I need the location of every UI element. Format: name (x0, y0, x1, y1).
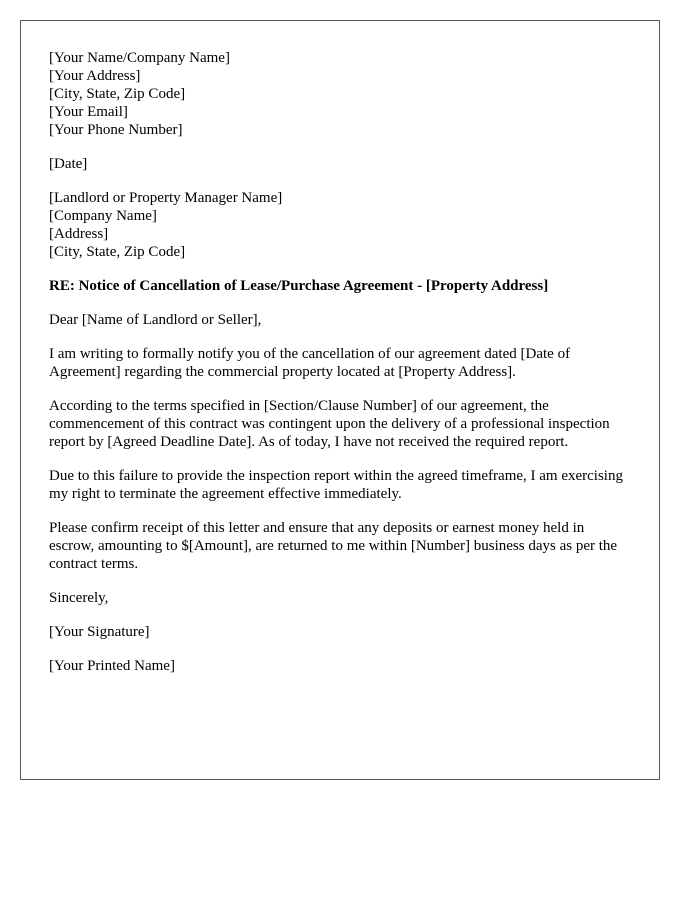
recipient-name: [Landlord or Property Manager Name] (49, 190, 283, 206)
sender-phone: [Your Phone Number] (49, 122, 183, 138)
body-paragraph: I am writing to formally notify you of the cancellation of our agreement dated [Date of Agreement] regarding the commercial property located at [Property Address]. (49, 346, 571, 380)
letter-date: [Date] (49, 156, 88, 172)
recipient-address: [Address] (49, 226, 109, 242)
sender-name: [Your Name/Company Name] (49, 50, 230, 66)
recipient-company: [Company Name] (49, 208, 157, 224)
subject-line: RE: Notice of Cancellation of Lease/Purchase Agreement - [Property Address] (49, 278, 549, 294)
sender-city-state-zip: [City, State, Zip Code] (49, 86, 186, 102)
closing: Sincerely, (49, 590, 109, 606)
sender-block (49, 49, 631, 139)
printed-name: [Your Printed Name] (49, 658, 175, 674)
sender-email: [Your Email] (49, 104, 128, 120)
body-paragraph: According to the terms specified in [Section/Clause Number] of our agreement, the commencement of this contract was contingent upon the delivery of a professional inspection report by [Agreed Deadline Date]. As of today, I have not received the required report. (49, 398, 610, 450)
sender-address: [Your Address] (49, 68, 141, 84)
signature: [Your Signature] (49, 624, 150, 640)
body-paragraph: Please confirm receipt of this letter and ensure that any deposits or earnest money held in escrow, amounting to $[Amount], are returned to me within [Number] business days as per the contract terms. (49, 520, 618, 572)
recipient-block (49, 189, 631, 261)
body-paragraph: Due to this failure to provide the inspection report within the agreed timeframe, I am exercising my right to terminate the agreement effective immediately. (49, 468, 623, 502)
letter-page (20, 20, 660, 780)
salutation: Dear [Name of Landlord or Seller], (49, 312, 262, 328)
recipient-city-state-zip: [City, State, Zip Code] (49, 244, 186, 260)
